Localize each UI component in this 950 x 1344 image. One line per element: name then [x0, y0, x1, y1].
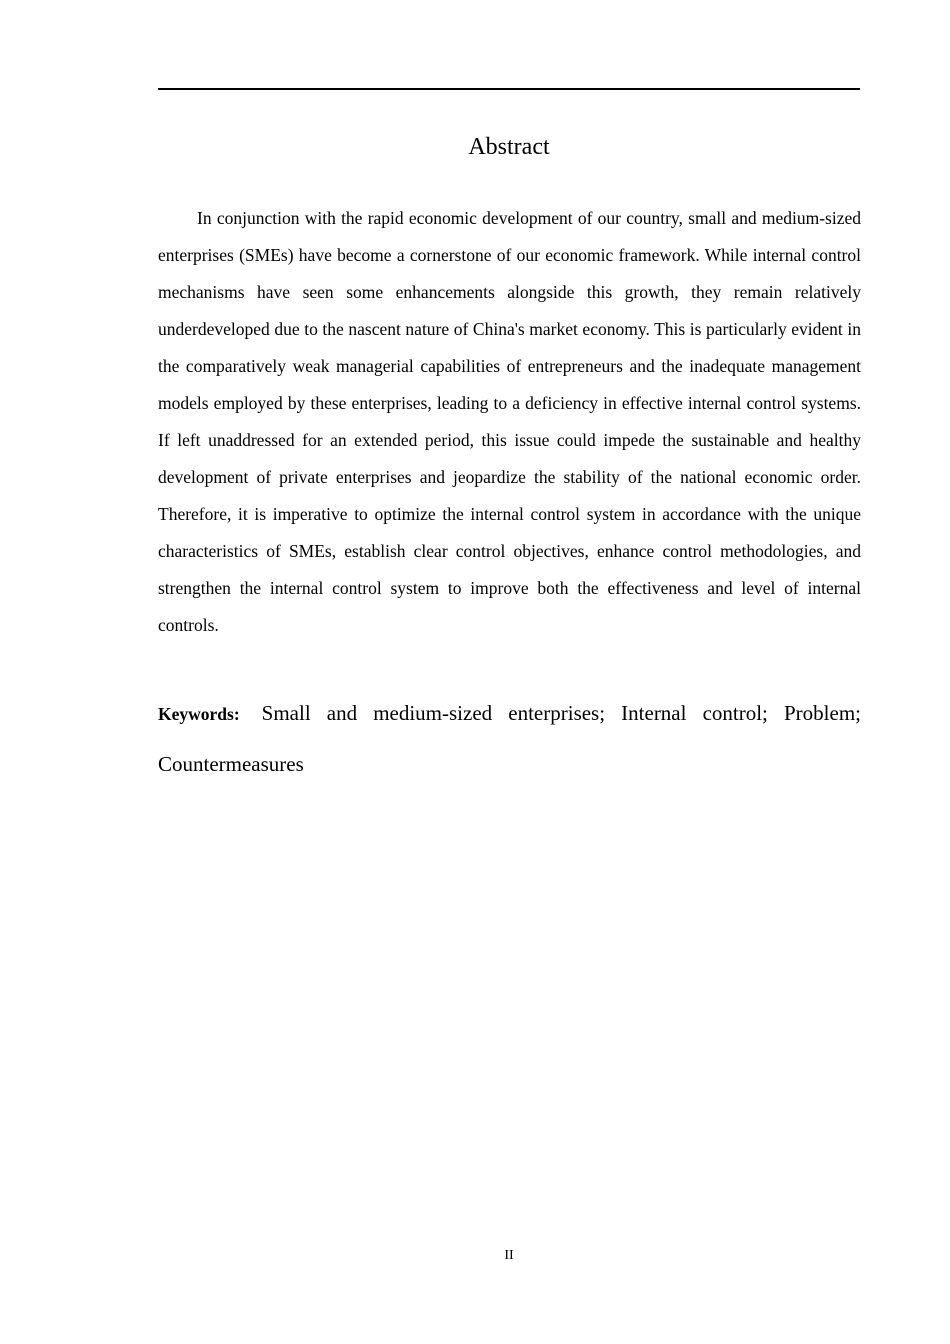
keywords-value: Small and medium-sized enterprises; Internal control; Problem; Countermeasures	[158, 701, 861, 776]
keywords-line	[158, 688, 861, 789]
keywords-label: Keywords:	[158, 704, 240, 724]
abstract-paragraph: In conjunction with the rapid economic development of our country, small and medium-sized enterprises (SMEs) have become a cornerstone of our economic framework. While internal control mechanisms have seen some enhancements alongside this growth, they remain relatively underdeveloped due to the nascent nature of China's market economy. This is particularly evident in the comparatively weak managerial capabilities of entrepreneurs and the inadequate management models employed by these enterprises, leading to a deficiency in effective internal control systems. If left unaddressed for an extended period, this issue could impede the sustainable and healthy development of private enterprises and jeopardize the stability of the national economic order. Therefore, it is imperative to optimize the internal control system in accordance with the unique characteristics of SMEs, establish clear control objectives, enhance control methodologies, and strengthen the internal control system to improve both the effectiveness and level of internal controls.	[158, 208, 861, 635]
abstract-title: Abstract	[468, 134, 550, 160]
page-number: II	[504, 1248, 514, 1263]
header-rule	[158, 88, 860, 90]
